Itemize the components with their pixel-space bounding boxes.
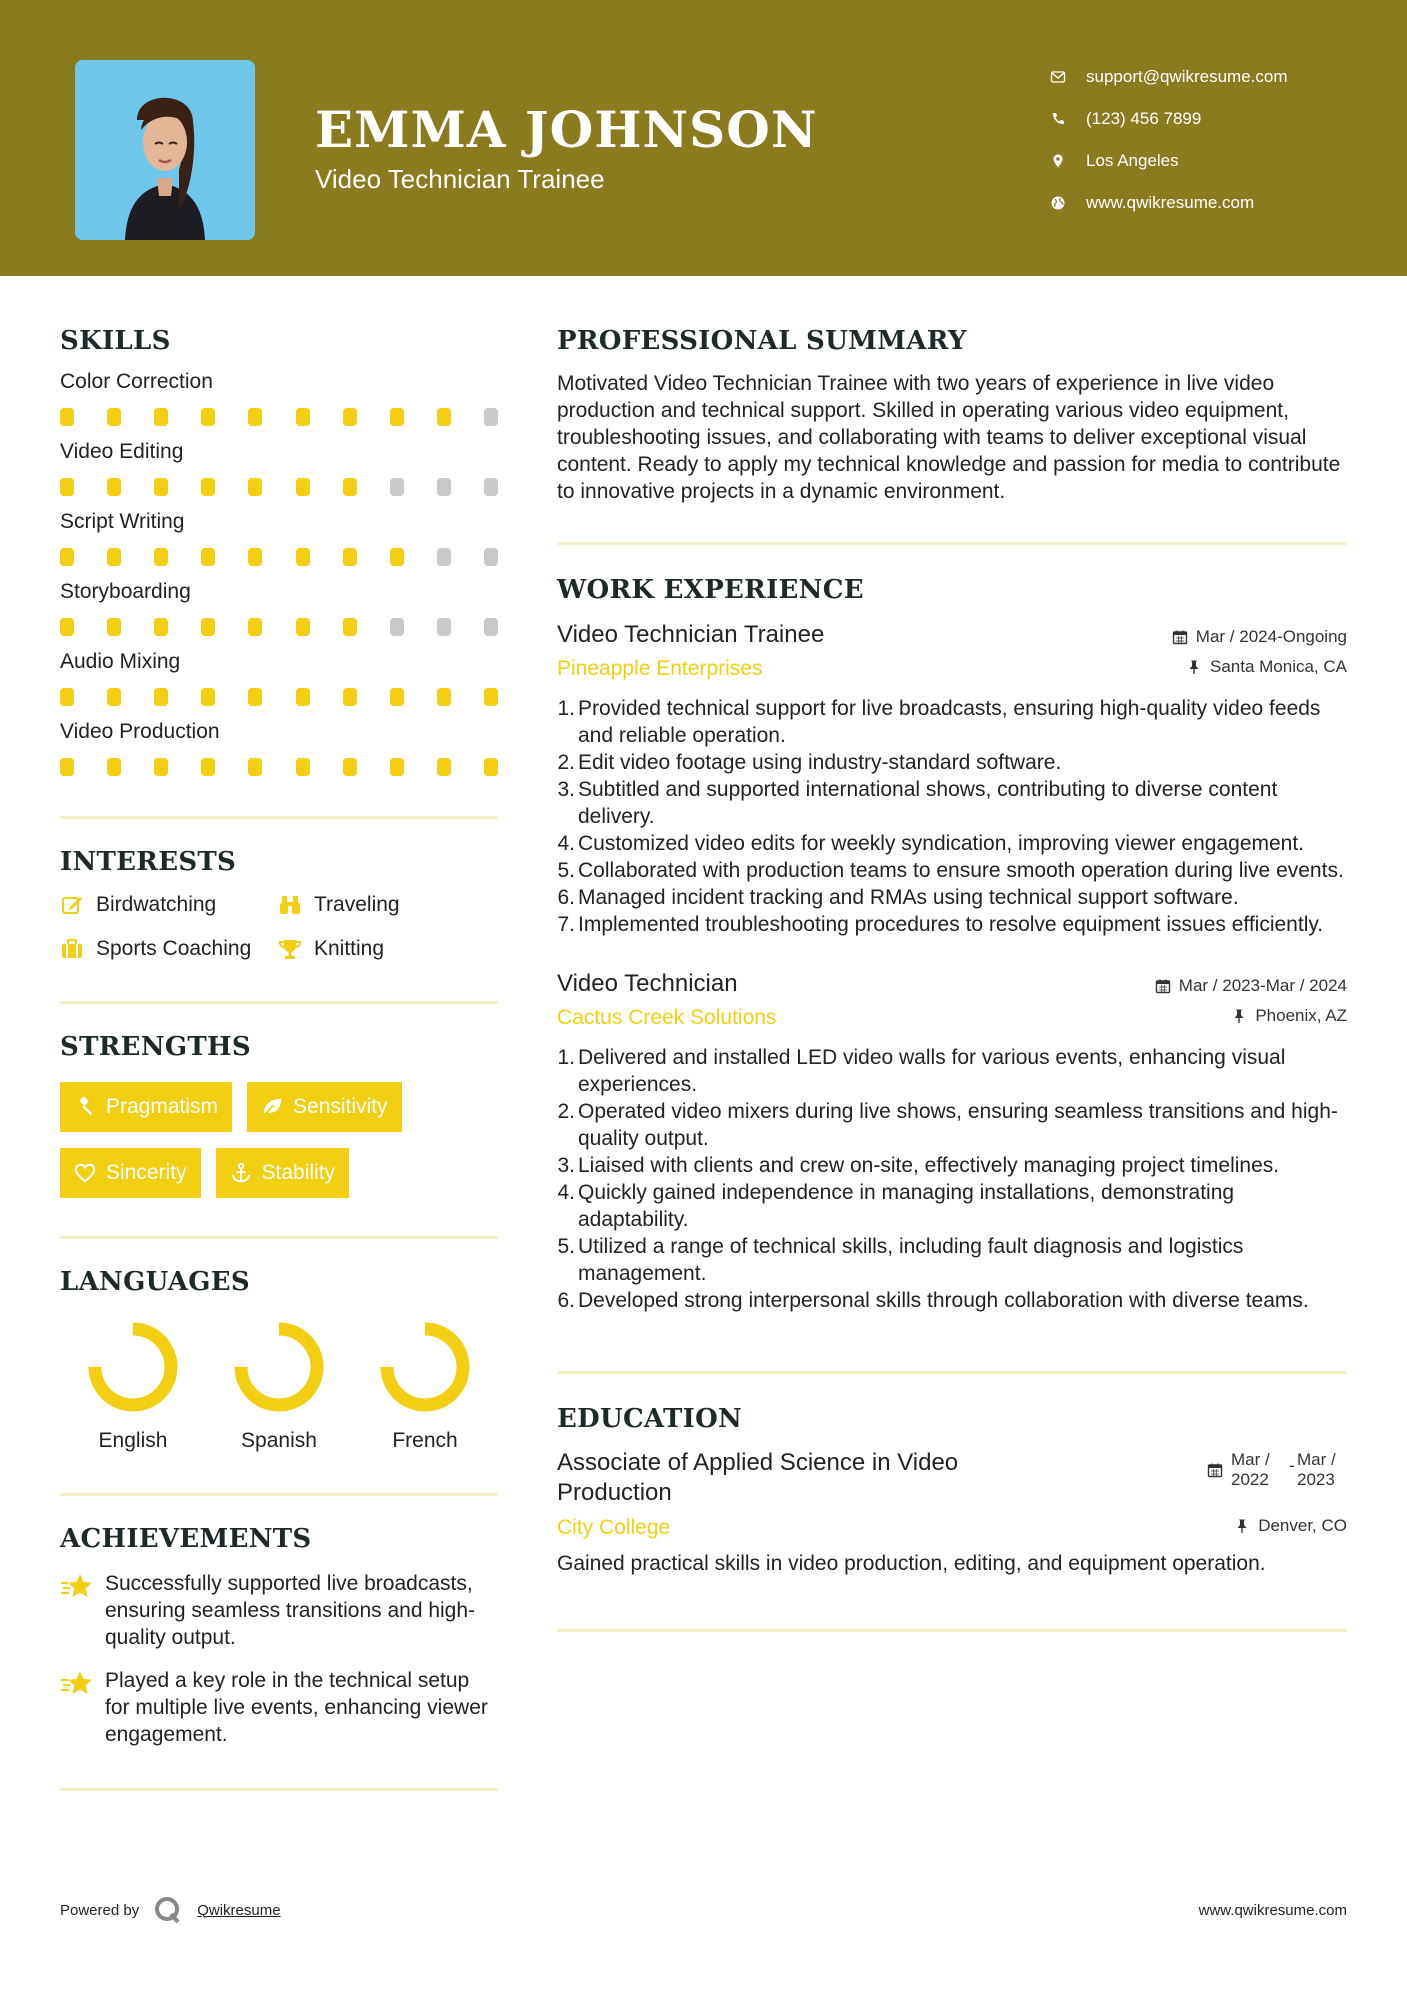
gavel-icon bbox=[74, 1096, 96, 1118]
globe-icon bbox=[1050, 195, 1086, 211]
rating-dot-filled bbox=[107, 688, 121, 706]
rating-dot-filled bbox=[154, 688, 168, 706]
binoculars-icon bbox=[278, 893, 302, 917]
bullet-text: Operated video mixers during live shows, ensuring seamless transitions and high-quality output. bbox=[578, 1100, 1338, 1150]
bullet-text: Provided technical support for live broadcasts, ensuring high-quality video feeds and reliable operation. bbox=[578, 697, 1321, 747]
interests-list bbox=[60, 893, 498, 961]
rating-dot-filled bbox=[390, 758, 404, 776]
job-entry bbox=[557, 970, 1347, 1314]
skill-rating bbox=[60, 548, 498, 566]
skill-name: Video Editing bbox=[60, 440, 184, 463]
summary-text: Motivated Video Technician Trainee with two years of experience in live video production and technical support. Skilled in operating various video equipment, troubleshooting issues, and collaborating with teams to deliver exceptional visual content. Ready to apply my technical knowledge and passion for media to contribute to innovative projects in a dynamic environment. bbox=[557, 372, 1341, 503]
rating-dot-filled bbox=[343, 688, 357, 706]
bullet-number: 7. bbox=[557, 913, 575, 936]
bullet-number: 3. bbox=[557, 1154, 575, 1177]
interest-item bbox=[278, 893, 498, 917]
contact-phone[interactable] bbox=[1050, 98, 1380, 140]
job-bullet bbox=[557, 776, 1347, 830]
phone-icon bbox=[1050, 111, 1086, 127]
bullet-text: Subtitled and supported international shows, contributing to diverse content delivery. bbox=[578, 778, 1278, 828]
rating-dot-filled bbox=[296, 758, 310, 776]
star-icon bbox=[60, 1572, 94, 1602]
rating-dot-filled bbox=[60, 688, 74, 706]
education-location-text: Denver, CO bbox=[1258, 1516, 1347, 1535]
job-bullet bbox=[557, 749, 1347, 776]
skill-rating bbox=[60, 758, 498, 776]
section-divider bbox=[557, 542, 1347, 545]
skills-list bbox=[60, 370, 498, 776]
rating-dot-filled bbox=[484, 688, 498, 706]
profile-photo bbox=[75, 60, 255, 240]
job-title: Video Technician bbox=[557, 970, 738, 997]
bullet-text: Customized video edits for weekly syndication, improving viewer engagement. bbox=[578, 832, 1305, 855]
job-subheader bbox=[557, 1006, 1347, 1030]
star-icon bbox=[60, 1669, 94, 1699]
bullet-number: 2. bbox=[557, 1100, 575, 1123]
job-dates bbox=[1172, 627, 1347, 647]
strength-label: Pragmatism bbox=[106, 1095, 219, 1118]
strengths-list bbox=[60, 1082, 498, 1198]
section-divider bbox=[557, 1629, 1347, 1632]
skill-name: Script Writing bbox=[60, 510, 185, 533]
footer-url[interactable]: www.qwikresume.com bbox=[1198, 1901, 1347, 1919]
job-location-text: Santa Monica, CA bbox=[1209, 657, 1347, 676]
rating-dot-empty bbox=[390, 478, 404, 496]
experience-section bbox=[557, 575, 1347, 1314]
powered-by bbox=[60, 1895, 281, 1925]
job-subheader bbox=[557, 657, 1347, 681]
rating-dot-filled bbox=[107, 618, 121, 636]
achievement-text: Successfully supported live broadcasts, ensuring seamless transitions and high-quality output. bbox=[105, 1572, 476, 1649]
contact-email-text: support@qwikresume.com bbox=[1086, 67, 1288, 86]
language-item bbox=[60, 1317, 206, 1453]
bullet-text: Collaborated with production teams to ensure smooth operation during live events. bbox=[578, 859, 1344, 882]
bullet-number: 2. bbox=[557, 751, 575, 774]
leaf-icon bbox=[261, 1096, 283, 1118]
job-dates-text: Mar / 2023-Mar / 2024 bbox=[1178, 976, 1347, 995]
job-dates bbox=[1155, 976, 1347, 996]
strength-label: Stability bbox=[261, 1161, 336, 1184]
language-name: English bbox=[98, 1429, 168, 1452]
languages-list bbox=[60, 1317, 498, 1453]
job-header bbox=[557, 970, 1347, 998]
languages-section bbox=[60, 1267, 498, 1453]
achievement-item bbox=[60, 1570, 498, 1651]
bullet-text: Implemented troubleshooting procedures to resolve equipment issues efficiently. bbox=[578, 913, 1324, 936]
language-gauge-arc bbox=[241, 1329, 317, 1405]
rating-dot-filled bbox=[201, 688, 215, 706]
bullet-text: Managed incident tracking and RMAs using technical support software. bbox=[578, 886, 1239, 909]
interests-heading: INTERESTS bbox=[60, 847, 237, 877]
job-dates-text: Mar / 2024-Ongoing bbox=[1195, 627, 1347, 646]
skill-name: Color Correction bbox=[60, 370, 213, 393]
language-gauge bbox=[83, 1317, 183, 1417]
rating-dot-empty bbox=[437, 618, 451, 636]
skill-rating bbox=[60, 478, 498, 496]
job-bullets bbox=[557, 695, 1347, 938]
rating-dot-filled bbox=[343, 478, 357, 496]
interest-item bbox=[60, 893, 278, 917]
education-location bbox=[1234, 1516, 1347, 1536]
rating-dot-filled bbox=[201, 548, 215, 566]
rating-dot-filled bbox=[390, 548, 404, 566]
rating-dot-filled bbox=[248, 618, 262, 636]
experience-heading: WORK EXPERIENCE bbox=[557, 575, 864, 605]
bullet-number: 5. bbox=[557, 859, 575, 882]
resume-header bbox=[0, 0, 1407, 276]
company-name: Cactus Creek Solutions bbox=[557, 1006, 777, 1029]
rating-dot-filled bbox=[343, 618, 357, 636]
rating-dot-filled bbox=[60, 408, 74, 426]
job-bullet bbox=[557, 1287, 1347, 1314]
job-bullet bbox=[557, 911, 1347, 938]
job-bullet bbox=[557, 1098, 1347, 1152]
job-bullet bbox=[557, 1233, 1347, 1287]
education-date-separator: - bbox=[1289, 1456, 1295, 1475]
section-divider bbox=[557, 1371, 1347, 1374]
achievements-heading: ACHIEVEMENTS bbox=[60, 1524, 312, 1554]
strength-label: Sincerity bbox=[106, 1161, 187, 1184]
interest-label: Sports Coaching bbox=[96, 937, 252, 960]
job-entry bbox=[557, 621, 1347, 938]
interest-item bbox=[278, 937, 498, 961]
section-divider bbox=[60, 1001, 498, 1004]
rating-dot-filled bbox=[60, 478, 74, 496]
heart-icon bbox=[74, 1162, 96, 1184]
rating-dot-filled bbox=[343, 758, 357, 776]
school-name: City College bbox=[557, 1516, 671, 1539]
language-name: French bbox=[392, 1429, 458, 1452]
skill-rating bbox=[60, 688, 498, 706]
brand-link[interactable]: Qwikresume bbox=[197, 1901, 281, 1919]
job-location bbox=[1231, 1006, 1347, 1026]
education-heading: EDUCATION bbox=[557, 1404, 743, 1434]
job-bullet bbox=[557, 857, 1347, 884]
job-list bbox=[557, 621, 1347, 1314]
summary-heading: PROFESSIONAL SUMMARY bbox=[557, 326, 967, 356]
strength-chip bbox=[60, 1082, 232, 1132]
bullet-number: 1. bbox=[557, 1046, 575, 1069]
language-item bbox=[206, 1317, 352, 1453]
section-divider bbox=[60, 1788, 498, 1791]
trophy-icon bbox=[278, 937, 302, 961]
rating-dot-filled bbox=[107, 408, 121, 426]
job-bullet bbox=[557, 1044, 1347, 1098]
contact-location-text: Los Angeles bbox=[1086, 151, 1179, 170]
rating-dot-filled bbox=[107, 758, 121, 776]
bullet-text: Quickly gained independence in managing installations, demonstrating adaptability. bbox=[578, 1181, 1235, 1231]
rating-dot-filled bbox=[248, 758, 262, 776]
company-name: Pineapple Enterprises bbox=[557, 657, 763, 680]
rating-dot-filled bbox=[248, 688, 262, 706]
rating-dot-filled bbox=[248, 478, 262, 496]
rating-dot-filled bbox=[248, 548, 262, 566]
pin-icon bbox=[1231, 1008, 1247, 1024]
interest-label: Birdwatching bbox=[96, 893, 217, 916]
candidate-name: EMMA JOHNSON bbox=[315, 100, 818, 159]
bullet-number: 6. bbox=[557, 886, 575, 909]
summary-section bbox=[557, 326, 1347, 505]
job-location-text: Phoenix, AZ bbox=[1255, 1006, 1347, 1025]
job-location bbox=[1186, 657, 1347, 677]
skill-name: Video Production bbox=[60, 720, 220, 743]
rating-dot-filled bbox=[343, 548, 357, 566]
interest-label: Knitting bbox=[314, 937, 385, 960]
interest-item bbox=[60, 937, 278, 961]
rating-dot-filled bbox=[201, 618, 215, 636]
education-section bbox=[557, 1404, 1347, 1577]
rating-dot-filled bbox=[296, 688, 310, 706]
bullet-text: Liaised with clients and crew on-site, effectively managing project timelines. bbox=[578, 1154, 1280, 1177]
bullet-text: Utilized a range of technical skills, including fault diagnosis and logistics management. bbox=[578, 1235, 1244, 1285]
achievement-text: Played a key role in the technical setup for multiple live events, enhancing viewer engagement. bbox=[105, 1669, 488, 1746]
strength-chip bbox=[247, 1082, 402, 1132]
bullet-text: Delivered and installed LED video walls for various events, enhancing visual experiences. bbox=[578, 1046, 1286, 1096]
languages-heading: LANGUAGES bbox=[60, 1267, 250, 1297]
rating-dot-empty bbox=[437, 548, 451, 566]
job-bullet bbox=[557, 1179, 1347, 1233]
strength-chip bbox=[216, 1148, 350, 1198]
rating-dot-filled bbox=[154, 478, 168, 496]
rating-dot-filled bbox=[437, 408, 451, 426]
rating-dot-filled bbox=[201, 478, 215, 496]
strengths-section bbox=[60, 1032, 498, 1198]
language-name: Spanish bbox=[241, 1429, 317, 1452]
contact-location bbox=[1050, 140, 1380, 182]
rating-dot-filled bbox=[154, 618, 168, 636]
language-gauge-arc bbox=[95, 1329, 171, 1405]
location-icon bbox=[1050, 153, 1086, 169]
rating-dot-filled bbox=[60, 758, 74, 776]
job-bullet bbox=[557, 695, 1347, 749]
rating-dot-filled bbox=[296, 618, 310, 636]
strengths-heading: STRENGTHS bbox=[60, 1032, 251, 1062]
calendar-icon bbox=[1155, 978, 1171, 994]
job-bullet bbox=[557, 830, 1347, 857]
job-bullet bbox=[557, 884, 1347, 911]
anchor-icon bbox=[230, 1162, 252, 1184]
section-divider bbox=[60, 1236, 498, 1239]
interests-section bbox=[60, 847, 498, 961]
bullet-number: 3. bbox=[557, 778, 575, 801]
achievements-section bbox=[60, 1524, 498, 1748]
job-header bbox=[557, 621, 1347, 649]
rating-dot-filled bbox=[296, 478, 310, 496]
bullet-text: Edit video footage using industry-standard software. bbox=[578, 751, 1062, 774]
contact-website[interactable] bbox=[1050, 182, 1380, 224]
contact-website-text: www.qwikresume.com bbox=[1086, 193, 1255, 212]
rating-dot-empty bbox=[390, 618, 404, 636]
education-date-start: Mar / 2022 bbox=[1231, 1450, 1270, 1489]
rating-dot-filled bbox=[390, 408, 404, 426]
language-gauge bbox=[229, 1317, 329, 1417]
skill-name: Audio Mixing bbox=[60, 650, 181, 673]
education-header bbox=[557, 1448, 1347, 1508]
language-gauge-arc bbox=[387, 1329, 463, 1405]
contact-list bbox=[1050, 56, 1380, 224]
skills-section bbox=[60, 326, 498, 776]
right-column bbox=[557, 300, 1347, 1632]
mail-icon bbox=[1050, 69, 1086, 85]
rating-dot-filled bbox=[60, 548, 74, 566]
rating-dot-filled bbox=[437, 688, 451, 706]
education-date-end: Mar / 2023 bbox=[1297, 1450, 1336, 1489]
bullet-number: 1. bbox=[557, 697, 575, 720]
briefcase-icon bbox=[60, 937, 84, 961]
footer bbox=[60, 1895, 1347, 1925]
pin-icon bbox=[1234, 1518, 1250, 1534]
rating-dot-empty bbox=[484, 548, 498, 566]
education-description: Gained practical skills in video production, editing, and equipment operation. bbox=[557, 1552, 1266, 1575]
qwikresume-logo-icon bbox=[153, 1895, 183, 1925]
bullet-number: 4. bbox=[557, 832, 575, 855]
rating-dot-filled bbox=[154, 408, 168, 426]
rating-dot-filled bbox=[296, 548, 310, 566]
rating-dot-filled bbox=[154, 548, 168, 566]
rating-dot-filled bbox=[201, 408, 215, 426]
rating-dot-filled bbox=[154, 758, 168, 776]
rating-dot-filled bbox=[296, 408, 310, 426]
achievement-item bbox=[60, 1667, 498, 1748]
job-bullets bbox=[557, 1044, 1347, 1314]
rating-dot-empty bbox=[484, 618, 498, 636]
contact-email[interactable] bbox=[1050, 56, 1380, 98]
rating-dot-filled bbox=[484, 758, 498, 776]
rating-dot-filled bbox=[107, 548, 121, 566]
job-bullet bbox=[557, 1152, 1347, 1179]
rating-dot-filled bbox=[248, 408, 262, 426]
language-gauge bbox=[375, 1317, 475, 1417]
rating-dot-filled bbox=[437, 758, 451, 776]
interest-label: Traveling bbox=[314, 893, 400, 916]
rating-dot-empty bbox=[484, 478, 498, 496]
rating-dot-filled bbox=[60, 618, 74, 636]
calendar-icon bbox=[1172, 629, 1188, 645]
bullet-number: 6. bbox=[557, 1289, 575, 1312]
candidate-role: Video Technician Trainee bbox=[315, 164, 605, 194]
rating-dot-filled bbox=[201, 758, 215, 776]
rating-dot-filled bbox=[343, 408, 357, 426]
skill-name: Storyboarding bbox=[60, 580, 191, 603]
powered-by-label: Powered by bbox=[60, 1901, 140, 1919]
rating-dot-empty bbox=[437, 478, 451, 496]
pin-icon bbox=[1186, 659, 1202, 675]
rating-dot-empty bbox=[484, 408, 498, 426]
strength-chip bbox=[60, 1148, 201, 1198]
skill-rating bbox=[60, 408, 498, 426]
left-column bbox=[60, 300, 498, 1791]
pencil-icon bbox=[60, 893, 84, 917]
bullet-number: 4. bbox=[557, 1181, 575, 1204]
bullet-number: 5. bbox=[557, 1235, 575, 1258]
education-dates bbox=[1207, 1450, 1347, 1490]
rating-dot-filled bbox=[390, 688, 404, 706]
calendar-icon bbox=[1207, 1462, 1223, 1478]
section-divider bbox=[60, 1493, 498, 1496]
degree-title: Associate of Applied Science in Video Production bbox=[557, 1449, 959, 1506]
rating-dot-filled bbox=[107, 478, 121, 496]
strength-label: Sensitivity bbox=[293, 1095, 388, 1118]
section-divider bbox=[60, 816, 498, 819]
job-title: Video Technician Trainee bbox=[557, 621, 825, 648]
language-item bbox=[352, 1317, 498, 1453]
bullet-text: Developed strong interpersonal skills through collaboration with diverse teams. bbox=[578, 1289, 1309, 1312]
skill-rating bbox=[60, 618, 498, 636]
education-subheader bbox=[557, 1516, 1347, 1540]
skills-heading: SKILLS bbox=[60, 326, 171, 356]
person-portrait-icon bbox=[75, 60, 255, 240]
contact-phone-text: (123) 456 7899 bbox=[1086, 109, 1202, 128]
